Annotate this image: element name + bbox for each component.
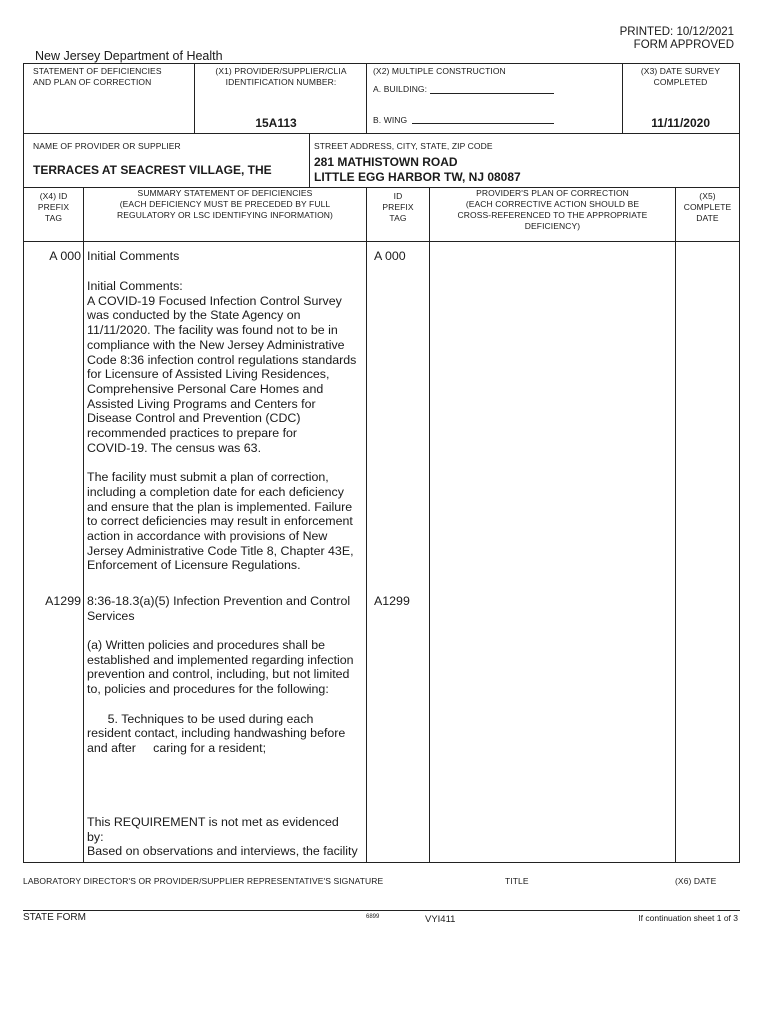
x5-column-header: (X5) COMPLETE DATE: [683, 191, 732, 223]
plan-column-header: PROVIDER'S PLAN OF CORRECTION (EACH CORRECTIVE ACTION SHOULD BE CROSS-REFERENCED TO THE APPROPRIATE DEFICIENCY): [457, 188, 648, 231]
entry-comments: [87, 279, 363, 573]
summary-column-header: SUMMARY STATEMENT OF DEFICIENCIES (EACH DEFICIENCY MUST BE PRECEDED BY FULL REGULATORY OR LSC IDENTIFYING INFORMATION): [117, 188, 333, 220]
signature-label: LABORATORY DIRECTOR'S OR PROVIDER/SUPPLIER REPRESENTATIVE'S SIGNATURE: [23, 876, 384, 886]
title-label: TITLE: [505, 876, 529, 886]
statement-label: STATEMENT OF DEFICIENCIES AND PLAN OF CORRECTION: [33, 66, 162, 87]
entry-tag: A 000: [49, 249, 81, 263]
regulation-paragraph: 5. Techniques to be used during each resident contact, including handwashing before and after caring for a resident;: [87, 711, 346, 755]
address-line-2: LITTLE EGG HARBOR TW, NJ 08087: [314, 170, 521, 184]
comment-paragraph: The facility must submit a plan of correction, including a completion date for each deficiency and ensure that the plan is implemented. Failure to correct deficiencies may result in enforcement action in accordance with provisions of New Jersey Administrative Code Title 8, Chapter 43E, Enforcement of Licensure Regulations.: [87, 470, 354, 573]
entry-id-tag: A 000: [374, 249, 406, 263]
provider-name-label: NAME OF PROVIDER OR SUPPLIER: [33, 141, 181, 151]
entry-title: Initial Comments: [87, 249, 180, 263]
address-line-1: 281 MATHISTOWN ROAD: [314, 155, 458, 169]
x6-date-label: (X6) DATE: [675, 876, 717, 886]
provider-name: TERRACES AT SEACREST VILLAGE, THE: [33, 163, 272, 177]
state-form-label: STATE FORM: [23, 912, 86, 923]
entry-regulation-text: [87, 638, 363, 756]
survey-completed-date: 11/11/2020: [651, 116, 710, 130]
entry-tag: A1299: [45, 594, 81, 608]
x4-column-header: (X4) ID PREFIX TAG: [37, 191, 70, 223]
event-id: VYI411: [425, 914, 456, 925]
building-label: A. BUILDING:: [373, 84, 428, 94]
building-field[interactable]: [430, 93, 554, 94]
printed-date: PRINTED: 10/12/2021: [619, 26, 734, 38]
form-approved-label: FORM APPROVED: [633, 39, 734, 51]
wing-field[interactable]: [412, 123, 554, 124]
continuation-sheet-label: If continuation sheet 1 of 3: [638, 913, 738, 923]
provider-id-value: 15A113: [255, 116, 297, 130]
comment-paragraph: Initial Comments: A COVID-19 Focused Infection Control Survey was conducted by the State Agency on 11/11/2020. The facility was found not to be in compliance with the New Jersey Administrative Code 8:36 infection control regulations standards for Licensure of Assisted Living Residences, Comprehensive Personal Care Homes and Assisted Living Programs and Centers for Disease Control and Prevention (CDC) recommended practices to prepare for COVID-19. The census was 63.: [87, 279, 357, 455]
agency-name: New Jersey Department of Health: [35, 49, 223, 63]
requirement-not-met-text: This REQUIREMENT is not met as evidenced by: Based on observations and interviews, the facility: [87, 815, 358, 859]
form-number: 6899: [366, 914, 380, 920]
x1-label: (X1) PROVIDER/SUPPLIER/CLIA IDENTIFICATION NUMBER:: [215, 66, 347, 87]
id-prefix-column-header: ID PREFIX TAG: [382, 191, 414, 223]
x3-label: (X3) DATE SURVEY COMPLETED: [640, 66, 721, 87]
x2-label: (X2) MULTIPLE CONSTRUCTION: [373, 66, 506, 76]
wing-label: B. WING: [373, 115, 408, 125]
entry-id-tag: A1299: [374, 594, 410, 608]
entry-title: 8:36-18.3(a)(5) Infection Prevention and Control Services: [87, 594, 351, 623]
regulation-paragraph: (a) Written policies and procedures shall be established and implemented regarding infection prevention and control, including, but not limited to, policies and procedures for the following:: [87, 638, 354, 697]
address-label: STREET ADDRESS, CITY, STATE, ZIP CODE: [314, 141, 493, 151]
